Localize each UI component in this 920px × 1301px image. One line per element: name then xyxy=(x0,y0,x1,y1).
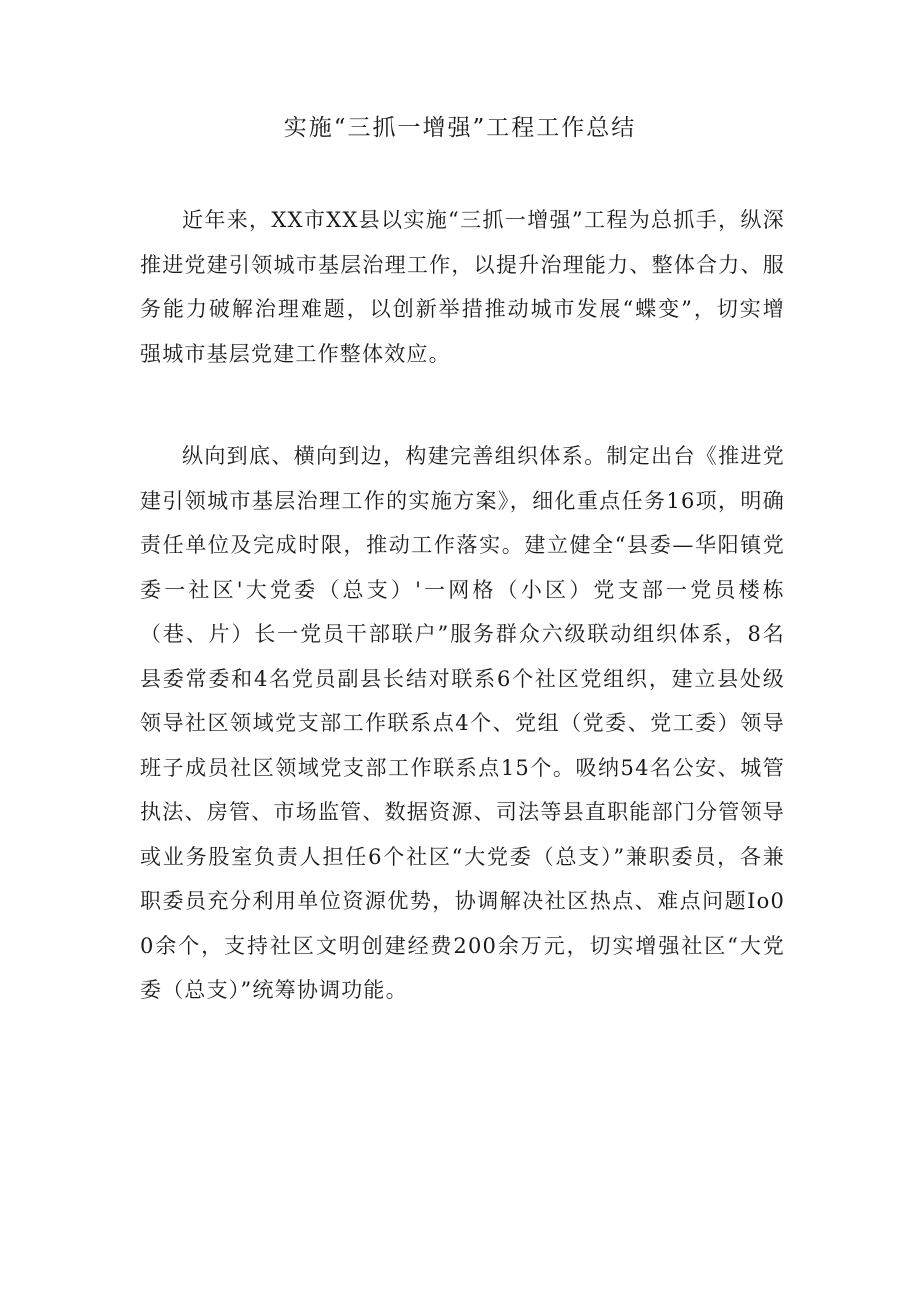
document-title: 实施“三抓一增强”工程工作总结 xyxy=(283,115,637,141)
paragraph-intro: 近年来，XX市XX县以实施“三抓一增强”工程为总抓手，纵深推进党建引领城市基层治理工作，以提升治理能力、整体合力、服务能力破解治理难题，以创新举措推动城市发展“蝶变”，切实增强城市基层党建工作整体效应。 xyxy=(140,208,785,366)
paragraph-organization-system: 纵向到底、横向到边，构建完善组织体系。制定出台《推进党建引领城市基层治理工作的实施方案》，细化重点任务16项，明确责任单位及完成时限，推动工作落实。建立健全“县委—华阳镇党委一社区'大党委（总支）'一网格（小区）党支部一党员楼栋（巷、片）长一党员干部联户”服务群众六级联动组织体系，8名县委常委和4名党员副县长结对联系6个社区党组织，建立县处级领导社区领域党支部工作联系点4个、党组（党委、党工委）领导班子成员社区领域党支部工作联系点15个。吸纳54名公安、城管执法、房管、市场监管、数据资源、司法等县直职能部门分管领导或业务股室负责人担任6个社区“大党委（总支）”兼职委员，各兼职委员充分利用单位资源优势，协调解决社区热点、难点问题Io00余个，支持社区文明创建经费200余万元，切实增强社区“大党委（总支）”统筹协调功能。 xyxy=(140,444,785,1002)
